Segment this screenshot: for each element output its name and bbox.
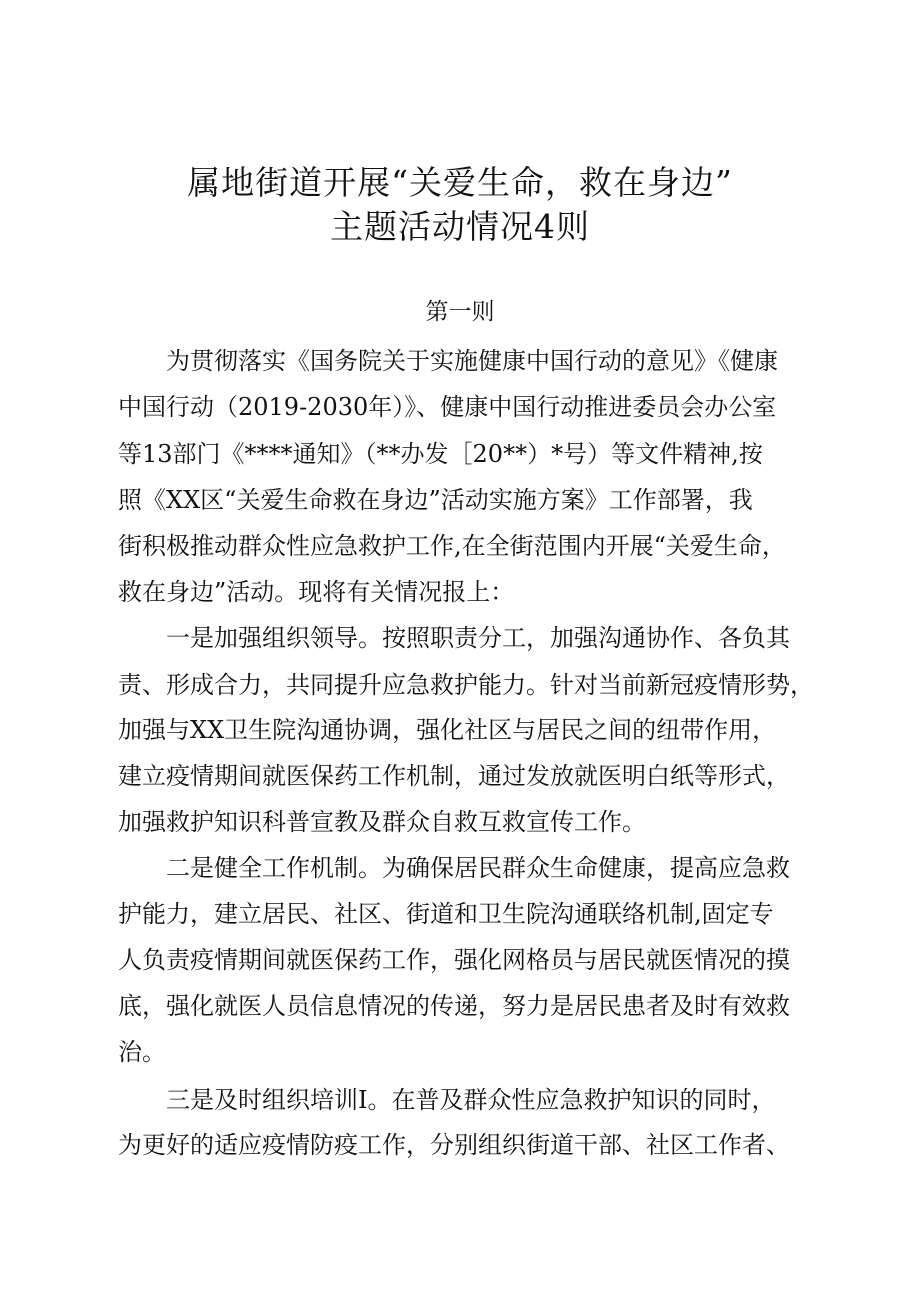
document-title-line-2: 主题活动情况4则 xyxy=(330,207,590,246)
paragraph-1-line-3: 等13部门《****通知》（**办发［20**）*号）等文件精神,按 xyxy=(118,440,763,468)
paragraph-1-line-4: 照《XX区“关爱生命救在身边”活动实施方案》工作部署，我 xyxy=(118,486,753,514)
paragraph-2-line-4: 建立疫情期间就医保药工作机制，通过发放就医明白纸等形式， xyxy=(118,762,790,790)
paragraph-3-line-4: 底，强化就医人员信息情况的传递，努力是居民患者及时有效救 xyxy=(118,992,790,1020)
paragraph-4-line-2: 为更好的适应疫情防疫工作，分别组织街道干部、社区工作者、 xyxy=(118,1131,790,1159)
paragraph-2-line-2: 责、形成合力，共同提升应急救护能力。针对当前新冠疫情形势， xyxy=(118,671,814,699)
paragraph-1-line-1: 为贯彻落实《国务院关于实施健康中国行动的意见》《健康 xyxy=(166,347,778,375)
paragraph-2-line-1: 一是加强组织领导。按照职责分工，加强沟通协作、各负其 xyxy=(166,624,790,652)
paragraph-1-line-5: 街积极推动群众性应急救护工作,在全街范围内开展“关爱生命， xyxy=(118,532,786,560)
paragraph-3-line-2: 护能力，建立居民、社区、街道和卫生院沟通联络机制,固定专 xyxy=(118,900,774,928)
paragraph-4-line-1: 三是及时组织培训I。在普及群众性应急救护知识的同时， xyxy=(166,1086,776,1114)
paragraph-2-line-3: 加强与XX卫生院沟通协调，强化社区与居民之间的纽带作用， xyxy=(118,716,777,744)
document-title-line-1: 属地街道开展“关爱生命，救在身边” xyxy=(187,163,733,202)
paragraph-3-line-5: 治。 xyxy=(118,1038,166,1066)
paragraph-3-line-3: 人负责疫情期间就医保药工作，强化网格员与居民就医情况的摸 xyxy=(118,946,790,974)
paragraph-1-line-2: 中国行动（2019-2030年）》、健康中国行动推进委员会办公室 xyxy=(118,393,777,421)
paragraph-3-line-1: 二是健全工作机制。为确保居民群众生命健康，提高应急救 xyxy=(166,854,790,882)
paragraph-1-line-6: 救在身边”活动。现将有关情况报上： xyxy=(118,578,515,606)
paragraph-2-line-5: 加强救护知识科普宣教及群众自救互救宣传工作。 xyxy=(118,808,646,836)
section-heading: 第一则 xyxy=(425,299,495,325)
